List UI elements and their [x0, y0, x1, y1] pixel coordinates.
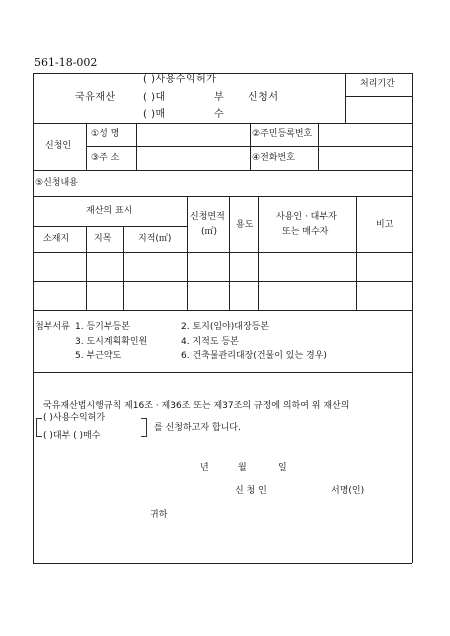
attachment-item: 5. 부근약도 [75, 351, 122, 361]
form-code: 561-18-002 [34, 56, 98, 69]
location-header: 소재지 [43, 234, 70, 244]
table-col-applied-area [187, 196, 188, 310]
header-bottom [33, 123, 412, 124]
table-header-bottom [33, 252, 412, 253]
use-header: 용도 [236, 220, 254, 230]
user-header-2: 또는 매수자 [282, 227, 329, 237]
attachments-bottom [33, 372, 412, 373]
statement-option-1: ( )사용수익허가 [43, 413, 106, 423]
table-col-lot [86, 226, 87, 310]
table-col-user [258, 196, 259, 310]
table-col-area [123, 226, 124, 310]
date-day: 일 [278, 463, 287, 473]
applicant-label: 신청인 [45, 141, 72, 151]
table-subheader-top [33, 226, 187, 227]
attachment-item: 3. 도시계획확인원 [75, 337, 148, 347]
statement-line-1: 국유재산법시행규칙 제16조 · 제36조 또는 제37조의 규정에 의하여 위 재산의 [43, 401, 350, 411]
title-option-1: ( )사용수익허가 [143, 74, 217, 85]
frame-top [33, 73, 412, 74]
title-option-3: ( )매 [143, 109, 166, 120]
title-option-3b: 수 [214, 109, 225, 120]
remarks-header: 비고 [376, 220, 394, 230]
table-row-1-bottom [33, 281, 412, 282]
applicant-row-divider [86, 146, 412, 147]
frame-bottom [33, 563, 412, 564]
title-option-2b: 부 [214, 92, 225, 103]
application-content-label: ⑤신청내용 [35, 178, 78, 188]
title-right: 신청서 [248, 92, 279, 103]
table-col-use [229, 196, 230, 310]
table-bottom [33, 310, 412, 311]
attachments-label: 첨부서류 [35, 322, 70, 332]
property-display-header: 재산의 표시 [86, 206, 133, 216]
right-bracket [141, 418, 147, 437]
statement-option-2: ( )대부 ( )매수 [43, 431, 101, 441]
resident-no-label: ②주민등록번호 [252, 129, 313, 139]
applicant-signature-label: 신 청 인 [235, 486, 267, 496]
frame-left [33, 73, 34, 563]
statement-suffix: 를 신청하고자 합니다. [154, 423, 241, 433]
frame-right [412, 73, 413, 563]
applied-area-unit: (㎡) [201, 227, 218, 237]
applied-area-header: 신청면적 [190, 212, 225, 222]
signature-seal-label: 서명(인) [331, 486, 365, 496]
left-bracket [36, 418, 42, 437]
attachment-item: 2. 토지(임야)대장등본 [181, 322, 270, 332]
attachment-item: 4. 지적도 등본 [181, 337, 239, 347]
title-option-2: ( )대 [143, 92, 166, 103]
header-divider [345, 73, 346, 123]
title-left: 국유재산 [75, 92, 116, 103]
table-col-remarks [356, 196, 357, 310]
lot-no-header: 지목 [94, 234, 112, 244]
applicant-bottom [33, 170, 412, 171]
date-month: 월 [238, 463, 247, 473]
processing-period-label: 처리기간 [360, 79, 395, 89]
address-label: ③주 소 [91, 153, 120, 163]
date-year: 년 [200, 463, 209, 473]
name-label: ①성 명 [91, 129, 120, 139]
area-header: 지적(㎡) [138, 234, 172, 244]
addressee: 귀하 [150, 510, 168, 520]
attachment-item: 1. 등기부등본 [75, 322, 130, 332]
attachment-item: 6. 건축물관리대장(건물이 있는 경우) [181, 351, 327, 361]
user-header: 사용인 · 대부자 [276, 212, 337, 222]
period-divider [345, 96, 412, 97]
phone-label: ④전화번호 [252, 153, 295, 163]
